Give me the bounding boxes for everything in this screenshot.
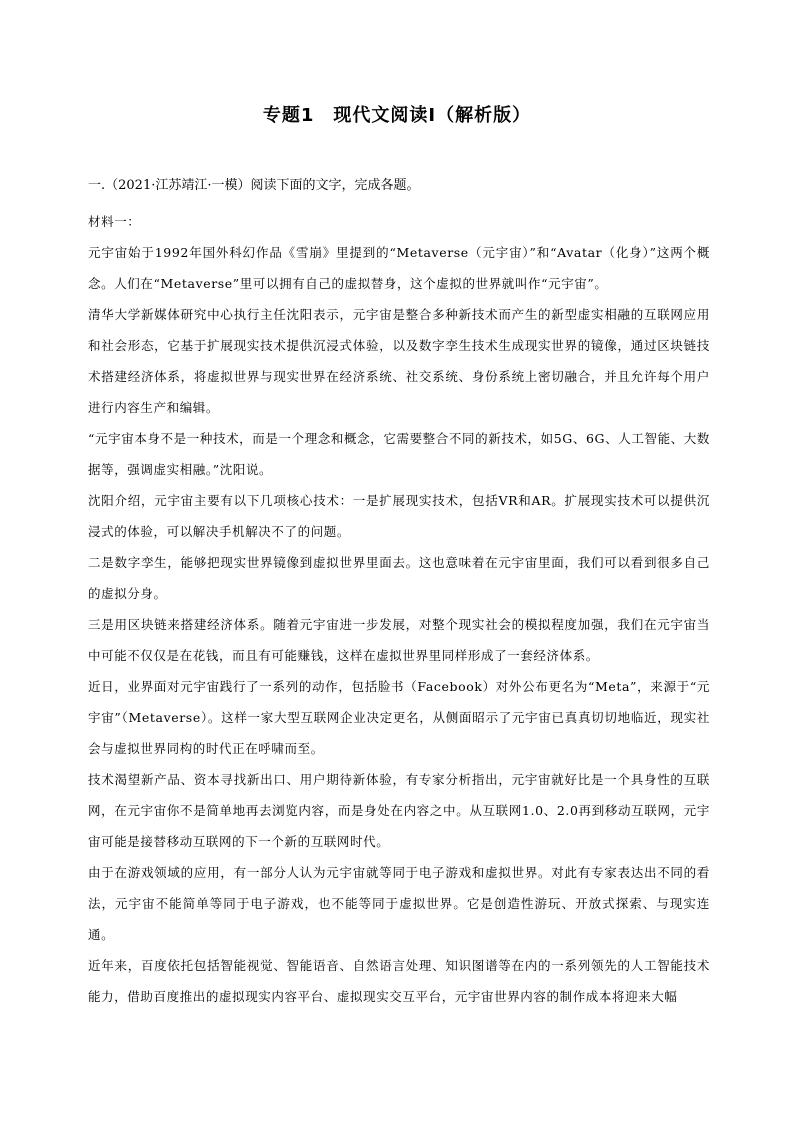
question-prompt: 一.（2021·江苏靖江·一模）阅读下面的文字，完成各题。 [88, 178, 420, 193]
paragraph-baidu: 近年来，百度依托包括智能视觉、智能语音、自然语言处理、知识图谱等在内的一系列领先的人工智能技术能力，借助百度推出的虚拟现实内容平台、虚拟现实交互平台，元宇宙世界内容的制作成本将迎来大幅 [88, 958, 710, 1004]
paragraph-core-tech-two: 二是数字孪生，能够把现实世界镜像到虚拟世界里面去。这也意味着在元宇宙里面，我们可以看到很多自己的虚拟分身。 [88, 555, 710, 601]
reading-passage [88, 206, 710, 1012]
material-label: 材料一： [88, 214, 141, 229]
paragraph-core-tech-one: 沈阳介绍，元宇宙主要有以下几项核心技术：一是扩展现实技术，包括VR和AR。扩展现实技术可以提供沉浸式的体验，可以解决手机解决不了的问题。 [88, 493, 710, 539]
page-title: 专题1 现代文阅读Ⅰ（解析版） [262, 105, 532, 126]
paragraph-gaming-view: 由于在游戏领域的应用，有一部分人认为元宇宙就等同于电子游戏和虚拟世界。对此有专家表达出不同的看法，元宇宙不能简单等同于电子游戏，也不能等同于虚拟世界。它是创造性游玩、开放式探索、与现实连通。 [88, 865, 710, 942]
paragraph-shen-yang-definition: 清华大学新媒体研究中心执行主任沈阳表示，元宇宙是整合多种新技术而产生的新型虚实相融的互联网应用和社会形态，它基于扩展现实技术提供沉浸式体验，以及数字孪生技术生成现实世界的镜像，通过区块链技术搭建经济体系，将虚拟世界与现实世界在经济系统、社交系统、身份系统上密切融合，并且允许每个用户进行内容生产和编辑。 [88, 307, 710, 415]
paragraph-facebook-meta: 近日，业界面对元宇宙践行了一系列的动作，包括脸书（Facebook）对外公布更名为“Meta”，来源于“元宇宙”（Metaverse）。这样一家大型互联网企业决定更名，从侧面昭示了元宇宙已真真切切地临近，现实社会与虚拟世界同构的时代正在呼啸而至。 [88, 679, 710, 756]
paragraph-core-tech-three: 三是用区块链来搭建经济体系。随着元宇宙进一步发展，对整个现实社会的模拟程度加强，我们在元宇宙当中可能不仅仅是在花钱，而且有可能赚钱，这样在虚拟世界里同样形成了一套经济体系。 [88, 617, 710, 663]
paragraph-shen-yang-quote: “元宇宙本身不是一种技术，而是一个理念和概念，它需要整合不同的新技术，如5G、6G、人工智能、大数据等，强调虚实相融。”沈阳说。 [88, 431, 710, 477]
paragraph-embodied-internet: 技术渴望新产品、资本寻找新出口、用户期待新体验，有专家分析指出，元宇宙就好比是一个具身性的互联网，在元宇宙你不是简单地再去浏览内容，而是身处在内容之中。从互联网1.0、2.0再到移动互联网，元宇宙可能是接替移动互联网的下一个新的互联网时代。 [88, 772, 710, 849]
paragraph-metaverse-origin: 元宇宙始于1992年国外科幻作品《雪崩》里提到的“Metaverse（元宇宙）”和“Avatar（化身）”这两个概念。人们在“Metaverse”里可以拥有自己的虚拟替身，这个虚拟的世界就叫作“元宇宙”。 [88, 245, 710, 291]
